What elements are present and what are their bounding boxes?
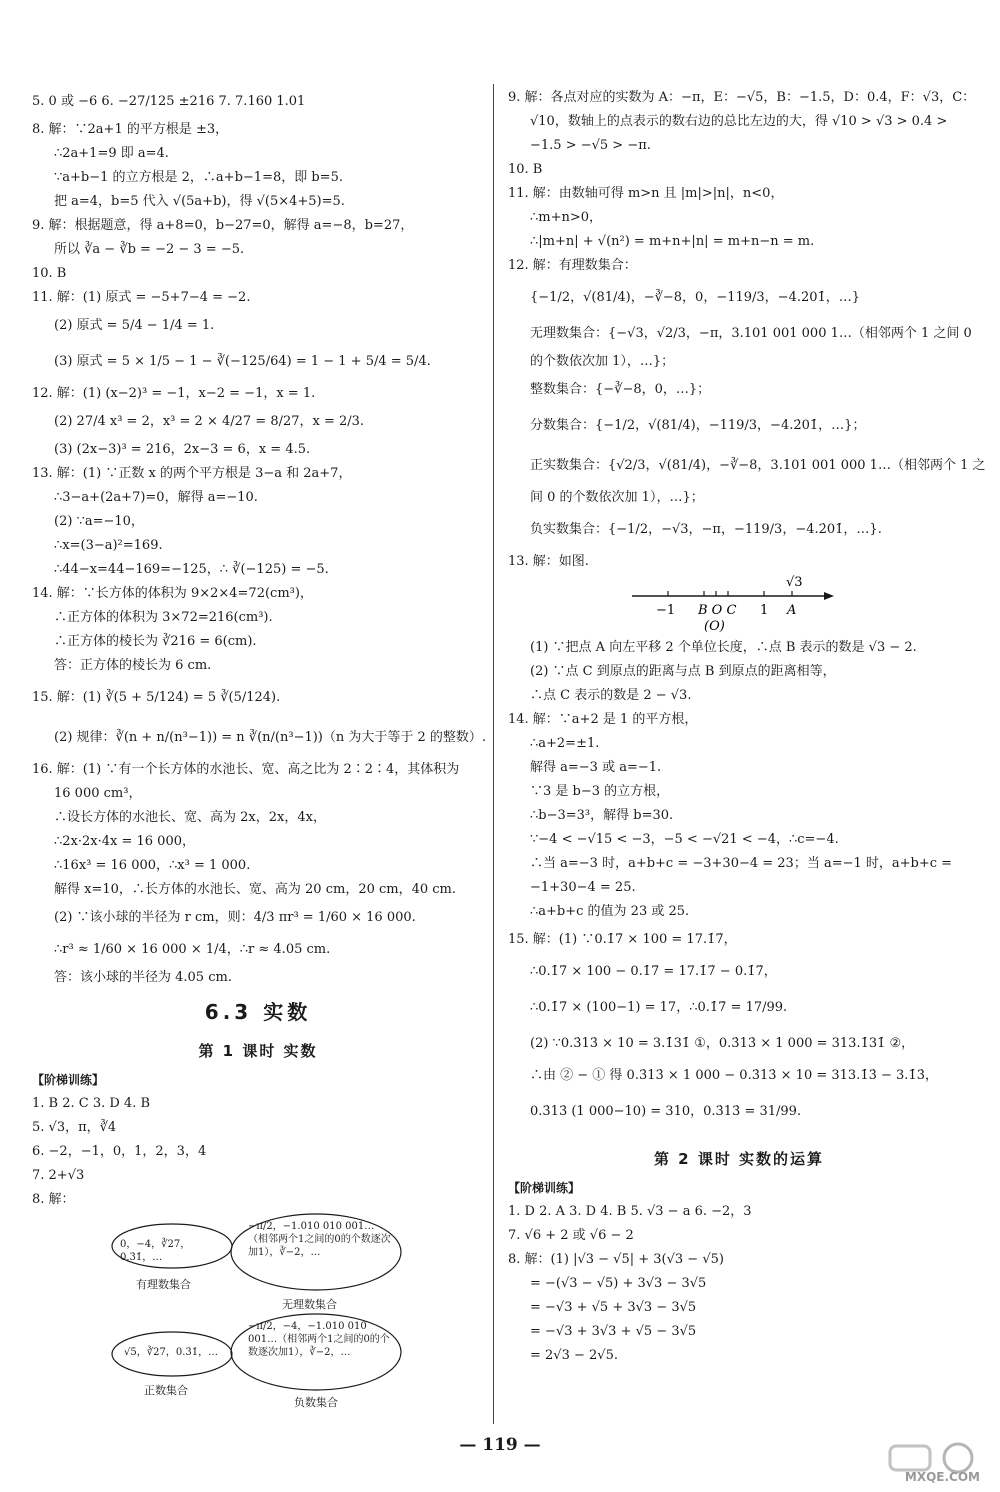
left-column	[32, 86, 487, 1409]
answer-line: 11. 解：(1) 原式 = −5+7−4 = −2.	[32, 290, 251, 305]
boc-label: B O C	[698, 603, 737, 618]
positive-set-text: √5，∛27，0.3̇1̇，…	[124, 1347, 219, 1358]
answer-line: ∴a+b+c 的值为 23 或 25.	[530, 904, 690, 919]
answer-line: 答：该小球的半径为 4.05 cm.	[54, 970, 232, 985]
venn-diagram	[32, 1212, 484, 1408]
answer-line: = 2√3 − 2√5.	[530, 1348, 618, 1363]
answer-line: 15. 解：(1) ∛(5 + 5/124) = 5 ∛(5/124).	[32, 690, 281, 705]
practice-tag: 【阶梯训练】	[508, 1181, 581, 1195]
answer-line: (2) ∵a=−10，	[54, 514, 144, 529]
answer-line: ∴m+n>0，	[530, 210, 603, 225]
answer-line: 12. 解：有理数集合：	[508, 258, 637, 273]
answer-line: ∴0.1̇7̇ × (100−1) = 17，∴0.1̇7̇ = 17/99.	[530, 1000, 788, 1015]
answer-line: 11. 解：由数轴可得 m>n 且 |m|>|n|，n<0，	[508, 186, 784, 201]
sqrt3-label: √3	[786, 575, 803, 590]
answer-line: 1. B 2. C 3. D 4. B	[32, 1096, 151, 1111]
answer-line: ∴3−a+(2a+7)=0，解得 a=−10.	[54, 490, 258, 505]
answer-line: ∴b−3=3³，解得 b=30.	[530, 808, 674, 823]
answer-line: 10. B	[508, 162, 543, 177]
answer-line: 答：正方体的棱长为 6 cm.	[54, 658, 212, 673]
answer-line: ∴正方体的棱长为 ∛216 = 6(cm).	[54, 634, 257, 649]
answer-line: 解得 a=−3 或 a=−1.	[530, 760, 662, 775]
answer-line: −1+30−4 = 25.	[530, 880, 636, 895]
answer-line: {−1/2，√(81/4)，−∛−8，0，−119/3，−4.2̇01̇，…}	[530, 290, 861, 305]
answer-line: ∴a+2=±1.	[530, 736, 600, 751]
answer-line: 14. 解：∵a+2 是 1 的平方根，	[508, 712, 698, 727]
answer-line: 整数集合：{−∛−8，0，…}；	[530, 382, 711, 397]
answer-line: ∴当 a=−3 时，a+b+c = −3+30−4 = 23；当 a=−1 时，a+b+c =	[530, 856, 953, 871]
watermark-logo	[880, 1440, 980, 1484]
answer-line: ∴16x³ = 16 000，∴x³ = 1 000.	[54, 858, 251, 873]
answer-line: 13. 解：(1) ∵正数 x 的两个平方根是 3−a 和 2a+7，	[32, 466, 352, 481]
minus-one-label: −1	[656, 603, 676, 618]
answer-line: 13. 解：如图.	[508, 554, 589, 569]
answer-line: 的个数依次加 1），…}；	[530, 354, 675, 369]
a-label: A	[787, 603, 797, 618]
answer-line: 正实数集合：{√2/3，√(81/4)，−∛−8，3.101 001 000 1…（相邻两个 1 之	[530, 458, 986, 473]
answer-line: 1. D 2. A 3. D 4. B 5. √3 − a 6. −2，3	[508, 1204, 752, 1219]
lesson-title: 第 1 课时 实数	[198, 1042, 318, 1060]
answer-line: 16. 解：(1) ∵有一个长方体的水池长、宽、高之比为 2∶2∶4，其体积为	[32, 762, 460, 777]
answer-line: = −(√3 − √5) + 3√3 − 3√5	[530, 1276, 707, 1291]
answer-line: (2) 规律：∛(n + n/(n³−1)) = n ∛(n/(n³−1))（n 为大于等于 2 的整数）.	[54, 730, 487, 745]
watermark-text: MXQE.COM	[904, 1470, 980, 1484]
rational-set-label: 有理数集合	[136, 1278, 191, 1291]
answer-line: (1) ∵把点 A 向左平移 2 个单位长度，∴点 B 表示的数是 √3 − 2.	[530, 640, 917, 655]
number-line-arrow	[824, 592, 834, 600]
answer-line: (3) 原式 = 5 × 1/5 − 1 − ∛(−125/64) = 1 − 1 + 5/4 = 5/4.	[54, 354, 431, 369]
answer-line: 0.3̇13̇ (1 000−10) = 310，0.3̇13̇ = 31/99.	[530, 1104, 802, 1119]
answer-line: 所以 ∛a − ∛b = −2 − 3 = −5.	[54, 242, 245, 257]
answer-line: = −√3 + √5 + 3√3 − 3√5	[530, 1300, 697, 1315]
answer-line: 把 a=4，b=5 代入 √(5a+b)，得 √(5×4+5)=5.	[54, 194, 345, 209]
right-column	[508, 86, 986, 1368]
answer-line: 5. 0 或 −6 6. −27/125 ±216 7. 7.160 1.01	[32, 94, 306, 109]
irrational-set-text: −π/2，−1.010 010 001…（相邻两个1之间的0的个数逐次加1），∛−2，…	[248, 1221, 391, 1258]
answer-line: 14. 解：∵长方体的体积为 9×2×4=72(cm³)，	[32, 586, 313, 601]
answer-line: 间 0 的个数依次加 1），…}；	[530, 490, 704, 505]
positive-set-label: 正数集合	[144, 1384, 188, 1397]
answer-line: (2) ∵该小球的半径为 r cm，则：4/3 πr³ = 1/60 × 16 000.	[54, 910, 416, 925]
answer-line: 10. B	[32, 266, 67, 281]
answer-line: √10，数轴上的点表示的数右边的总比左边的大，得 √10 > √3 > 0.4 >	[530, 114, 948, 129]
answer-line: (2) 27/4 x³ = 2，x³ = 2 × 4/27 = 8/27，x = 2/3.	[54, 414, 365, 429]
answer-line: 16 000 cm³，	[54, 786, 142, 801]
answer-line: (2) 原式 = 5/4 − 1/4 = 1.	[54, 318, 215, 333]
column-divider	[493, 84, 494, 1424]
section-title: 6.3 实数	[204, 1000, 312, 1024]
answer-line: 9. 解：根据题意，得 a+8=0，b−27=0，解得 a=−8，b=27，	[32, 218, 414, 233]
answer-line: 无理数集合：{−√3，√2/3，−π，3.101 001 000 1…（相邻两个 1 之间 0	[530, 326, 972, 341]
answer-line: −1.5 > −√5 > −π.	[530, 138, 651, 153]
practice-tag: 【阶梯训练】	[32, 1073, 105, 1087]
irrational-set-label: 无理数集合	[282, 1298, 337, 1311]
answer-line: 7. 2+√3	[32, 1168, 85, 1183]
page-number: — 119 —	[459, 1435, 541, 1455]
number-line-svg	[628, 574, 848, 636]
one-label: 1	[760, 603, 769, 618]
answer-line: 解得 x=10，∴长方体的水池长、宽、高为 20 cm，20 cm，40 cm.	[54, 882, 457, 897]
answer-line: ∴2a+1=9 即 a=4.	[54, 146, 169, 161]
answer-line: (2) ∵点 C 到原点的距离与点 B 到原点的距离相等，	[530, 664, 836, 679]
answer-line: 15. 解：(1) ∵0.1̇7̇ × 100 = 17.1̇7̇，	[508, 932, 737, 947]
answer-line: ∴由 ② − ① 得 0.3̇13̇ × 1 000 − 0.3̇13̇ × 10 = 313.1̇3̇ − 3.1̇3̇，	[530, 1068, 938, 1083]
answer-line: ∵a+b−1 的立方根是 2，∴a+b−1=8，即 b=5.	[54, 170, 343, 185]
answer-line: (3) (2x−3)³ = 216，2x−3 = 6，x = 4.5.	[54, 442, 311, 457]
answer-line: ∴正方体的体积为 3×72=216(cm³).	[54, 610, 273, 625]
lesson-title: 第 2 课时 实数的运算	[653, 1150, 825, 1168]
answer-line: = −√3 + 3√3 + √5 − 3√5	[530, 1324, 697, 1339]
origin-paren-label: (O)	[704, 619, 725, 634]
negative-set-text: −π/2，−4，−1.010 010 001…（相邻两个1之间的0的个数逐次加1），∛−2，…	[248, 1321, 390, 1358]
answer-line: 6. −2，−1，0，1，2，3，4	[32, 1144, 207, 1159]
answer-line: ∴点 C 表示的数是 2 − √3.	[530, 688, 692, 703]
answer-line: ∴2x·2x·4x = 16 000，	[54, 834, 195, 849]
answer-line: 8. 解：(1) |√3 − √5| + 3(√3 − √5)	[508, 1252, 724, 1267]
answer-line: ∴x=(3−a)²=169.	[54, 538, 163, 553]
answer-line: ∵3 是 b−3 的立方根，	[530, 784, 670, 799]
answer-line: ∴44−x=44−169=−125，∴ ∛(−125) = −5.	[54, 562, 329, 577]
answer-line: ∴r³ ≈ 1/60 × 16 000 × 1/4，∴r ≈ 4.05 cm.	[54, 942, 331, 957]
answer-line: 9. 解：各点对应的实数为 A：−π，E：−√5，B：−1.5，D：0.4，F：√3，C：	[508, 90, 976, 105]
answer-line: ∴|m+n| + √(n²) = m+n+|n| = m+n−n = m.	[530, 234, 815, 249]
answer-line: 8. 解：	[32, 1192, 75, 1207]
answer-line: 12. 解：(1) (x−2)³ = −1，x−2 = −1，x = 1.	[32, 386, 316, 401]
negative-set-label: 负数集合	[294, 1396, 338, 1409]
answer-line: ∴设长方体的水池长、宽、高为 2x，2x，4x，	[54, 810, 326, 825]
answer-line: 5. √3，π，∛4	[32, 1120, 117, 1135]
number-line-figure	[628, 574, 970, 636]
answer-line: (2) ∵0.3̇13̇ × 10 = 3.1̇31̇ ①，0.3̇13̇ × 1 000 = 313.1̇31̇ ②，	[530, 1036, 915, 1051]
answer-line: 7. √6 + 2 或 √6 − 2	[508, 1228, 634, 1243]
answer-line: ∵−4 < −√15 < −3，−5 < −√21 < −4，∴c=−4.	[530, 832, 839, 847]
answer-line: ∴0.1̇7̇ × 100 − 0.1̇7̇ = 17.1̇7̇ − 0.1̇7̇，	[530, 964, 777, 979]
answer-line: 分数集合：{−1/2，√(81/4)，−119/3，−4.2̇01̇，…}；	[530, 418, 866, 433]
rational-set-text: 0，−4，∛27，0.3̇1̇，…	[120, 1239, 191, 1263]
answer-line: 8. 解：∵2a+1 的平方根是 ±3，	[32, 122, 229, 137]
answer-line: 负实数集合：{−1/2，−√3，−π，−119/3，−4.2̇01̇，…}.	[530, 522, 882, 537]
